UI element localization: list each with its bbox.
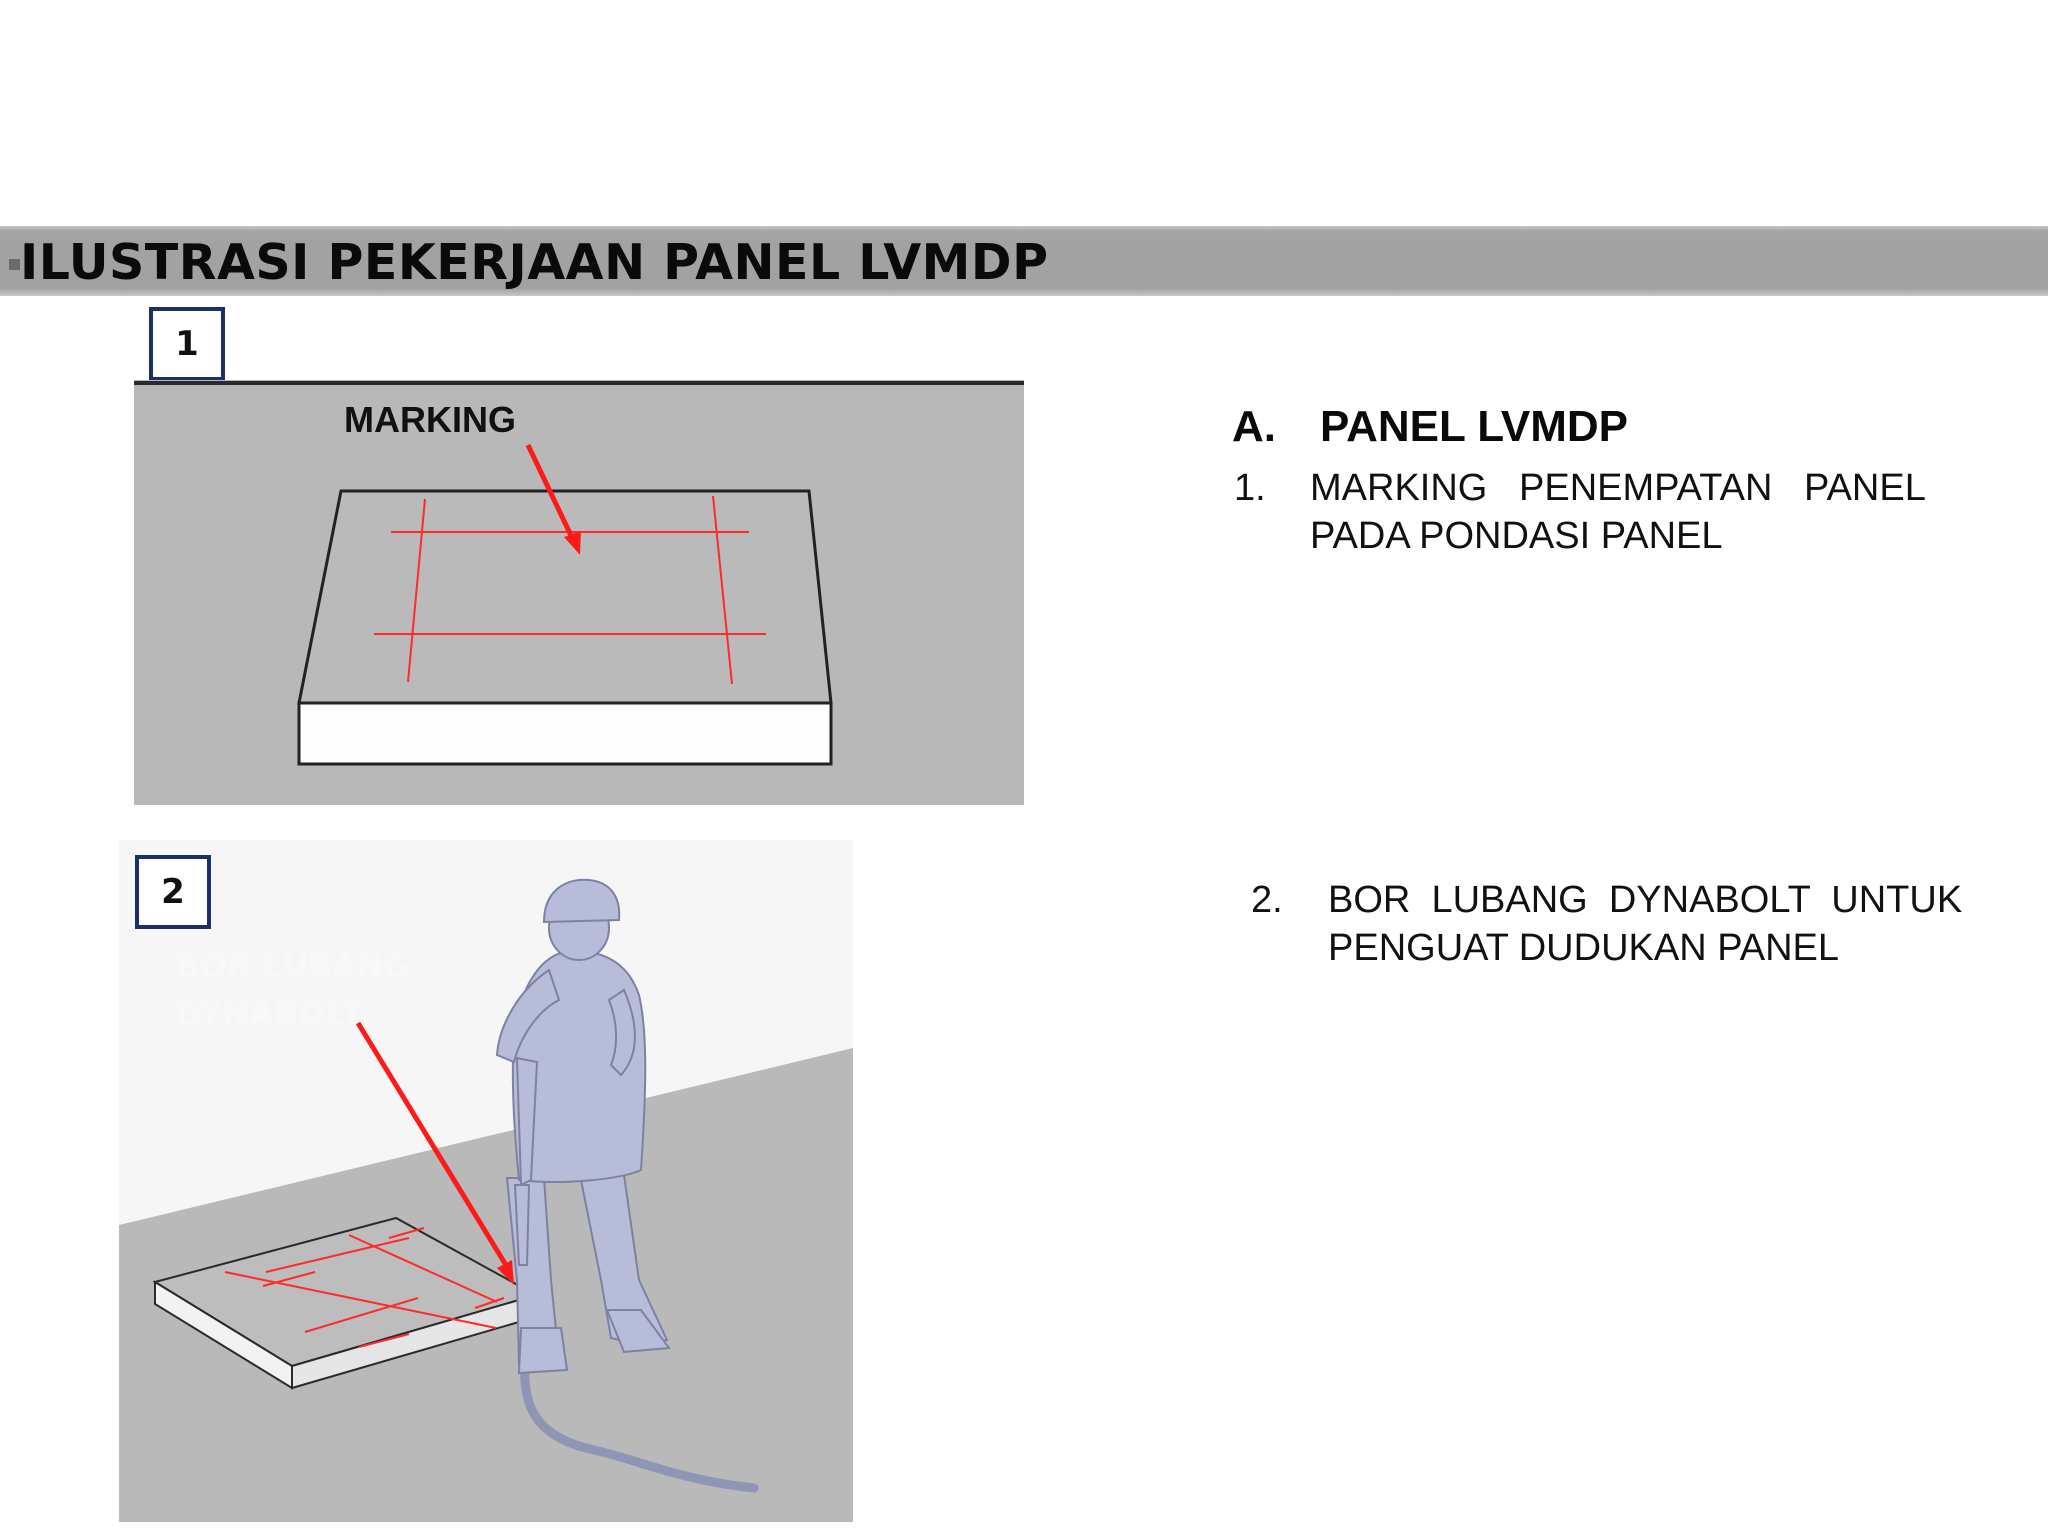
title-bullet xyxy=(9,259,20,270)
marking-label: MARKING xyxy=(344,399,516,440)
list-item-2-number: 2. xyxy=(1251,879,1283,921)
list-item-2-line2: PENGUAT DUDUKAN PANEL xyxy=(1328,927,1839,969)
list-item-1 xyxy=(1234,464,1934,564)
section-heading xyxy=(1232,400,1628,454)
panel-slab-front xyxy=(299,703,831,764)
drill-label-line1: BOR LUBANG xyxy=(175,947,410,985)
figure-1-marking-illustration xyxy=(134,380,1024,805)
slide-title: ILUSTRASI PEKERJAAN PANEL LVMDP xyxy=(20,234,1049,291)
list-item-1-number: 1. xyxy=(1234,467,1266,509)
drill-label-line2: DYNABOLT xyxy=(175,995,363,1033)
figure-1-number: 1 xyxy=(175,324,199,364)
list-item-1-line1: MARKING PENEMPATAN PANEL xyxy=(1310,467,1926,509)
figure-2-number-box xyxy=(135,855,211,929)
figure-1-number-box xyxy=(149,307,225,381)
figure-2-drilling-illustration xyxy=(119,840,853,1522)
list-item-2-line1: BOR LUBANG DYNABOLT UNTUK xyxy=(1328,879,1963,921)
section-letter: A. xyxy=(1232,402,1276,451)
section-title: PANEL LVMDP xyxy=(1320,402,1629,451)
list-item-2 xyxy=(1251,876,1963,976)
figure-2-number: 2 xyxy=(161,872,185,912)
list-item-1-line2: PADA PONDASI PANEL xyxy=(1310,515,1723,557)
